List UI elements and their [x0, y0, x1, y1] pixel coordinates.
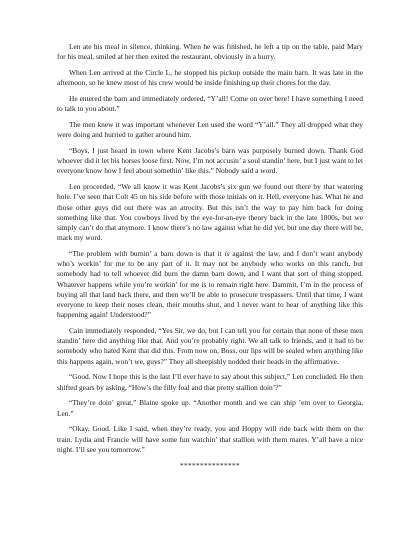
paragraph: “Good. Now I hope this is the last I’ll ever have to say about this subject,” Len concluded. He then shifted gears by asking, “How’s the filly foal and that pretty stallion doin’?”	[57, 372, 363, 392]
paragraph: Len proceeded, “We all know it was Kent Jacobs’s six gun we found out there by that watering hole. I’ve seen that Colt 45 on his side before with those initials on it. Hell, everyone has. What he and those other guys did out there was an atrocity. But this isn’t the way to pay him back for doing something like that. You cowboys lived by the eye-for-an-eye theory back in the late 1800s, but we simply can’t do that anymore. I know there’s no law against what he did yet, but one day there will be, mark my word.	[57, 182, 363, 243]
emphasis: is	[224, 249, 230, 259]
paragraph: “Boys, I just heard in town where Kent Jacobs’s barn was purposely burned down. Thank God whoever did it let his horses loose first. Now, I’m not accusin’ a soul standin’ here, but I just want to let everyone know how I feel about somethin’ like this.” Nobody said a word.	[57, 146, 363, 176]
paragraph: Cain immediately responded, “Yes Sir, we do, but I can tell you for certain that none of these men standin’ here did anything like that. And you’re probably right. We all talk to friends, and it had to be somebody who hated Kent that did this. From now on, Boss, our lips will be sealed when anything like this happens again, won’t we, guys?” They all sheepishly nodded their heads in the affirmative.	[57, 326, 363, 366]
paragraph: When Len arrived at the Circle L, he stopped his pickup outside the main barn. It was late in the afternoon, so he knew most of his crew would be inside finishing up their chores for the day.	[57, 68, 363, 88]
paragraph: “The problem with burnin’ a barn down is that it is against the law, and I don’t want anybody who’s workin’ for me to be any part of it. It may not be anybody who works on this ranch, but somebody had to tell whoever did burn the damn barn down, and I want that sort of thing stopped. Whatever happens while you’re workin’ for me is to remain right here. Dammit, I’m in the process of buying all that land back there, and then we’ll be able to prosecute trespassers. Until that time, I want everyone to keep their noses clean, their mouths shut, and I never want to hear of anything like this happening again! Understood?”	[57, 249, 363, 320]
paragraph: “They’re doin’ great,” Blaine spoke up. “Another month and we can ship ’em over to Georgia, Len.”	[57, 398, 363, 418]
paragraph: The men knew it was important whenever Len used the word “Y’all.” They all dropped what they were doing and hurried to gather around him.	[57, 120, 363, 140]
paragraph: Len ate his meal in silence, thinking. When he was finished, he left a tip on the table, paid Mary for his meal, smiled at her then exited the restaurant, obviously in a hurry.	[57, 42, 363, 62]
paragraph: He entered the barn and immediately ordered, “Y’all! Come on over here! I have something I need to talk to you about.”	[57, 94, 363, 114]
paragraph: “Okay. Good. Like I said, when they’re ready, you and Hoppy will ride back with them on the train. Lydia and Francie will have some fun watchin’ that stallion with them mares. Y’all have a nice night. I’ll see you tomorrow.”	[57, 424, 363, 454]
section-separator: ***************	[180, 460, 240, 470]
